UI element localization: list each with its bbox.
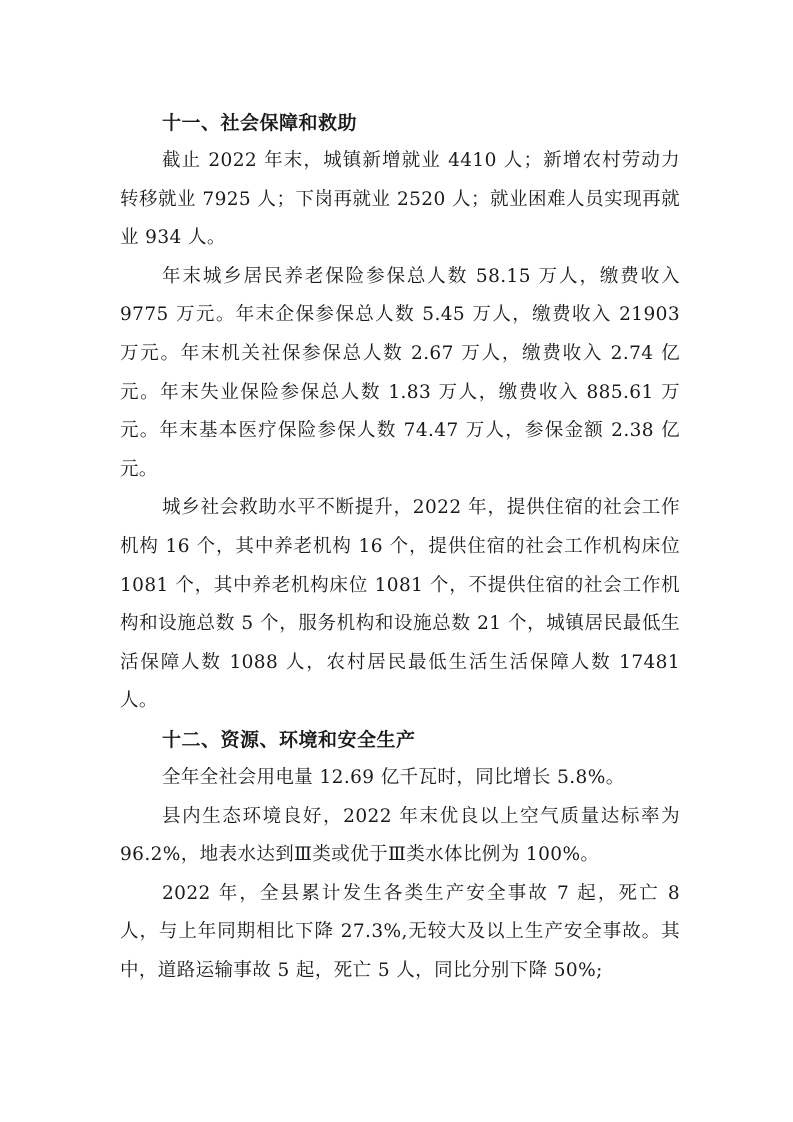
paragraph-safety-production: 2022 年，全县累计发生各类生产安全事故 7 起，死亡 8 人，与上年同期相比下降 27.3%,无较大及以上生产安全事故。其中，道路运输事故 5 起，死亡 5 人，同比分别下降 50%; xyxy=(120,882,680,981)
paragraph-environment: 县内生态环境良好，2022 年末优良以上空气质量达标率为 96.2%，地表水达到Ⅲ类或优于Ⅲ类水体比例为 100%。 xyxy=(120,805,680,866)
paragraph-electricity: 全年全社会用电量 12.69 亿千瓦时，同比增长 5.8%。 xyxy=(162,766,625,788)
document-body xyxy=(120,104,680,990)
section-heading-social-security: 十一、社会保障和救助 xyxy=(162,112,358,134)
section-heading-resources-environment: 十二、资源、环境和安全生产 xyxy=(162,728,416,751)
paragraph-social-assistance: 城乡社会救助水平不断提升，2022 年，提供住宿的社会工作机构 16 个，其中养老机构 16 个，提供住宿的社会工作机构床位 1081 个，其中养老机构床位 1081 个，不提供住宿的社会工作机构和设施总数 5 个，服务机构和设施总数 21 个，城镇居民最低生活保障人数 1088 人，农村居民最低生活生活保障人数 17481 人。 xyxy=(120,497,680,712)
paragraph-employment: 截止 2022 年末，城镇新增就业 4410 人；新增农村劳动力转移就业 7925 人；下岗再就业 2520 人；就业困难人员实现再就业 934 人。 xyxy=(120,150,680,249)
paragraph-insurance: 年末城乡居民养老保险参保总人数 58.15 万人，缴费收入 9775 万元。年末企保参保总人数 5.45 万人，缴费收入 21903 万元。年末机关社保参保总人数 2.67 万人，缴费收入 2.74 亿元。年末失业保险参保总人数 1.83 万人，缴费收入 885.61 万元。年末基本医疗保险参保人数 74.47 万人，参保金额 2.38 亿元。 xyxy=(120,265,680,480)
